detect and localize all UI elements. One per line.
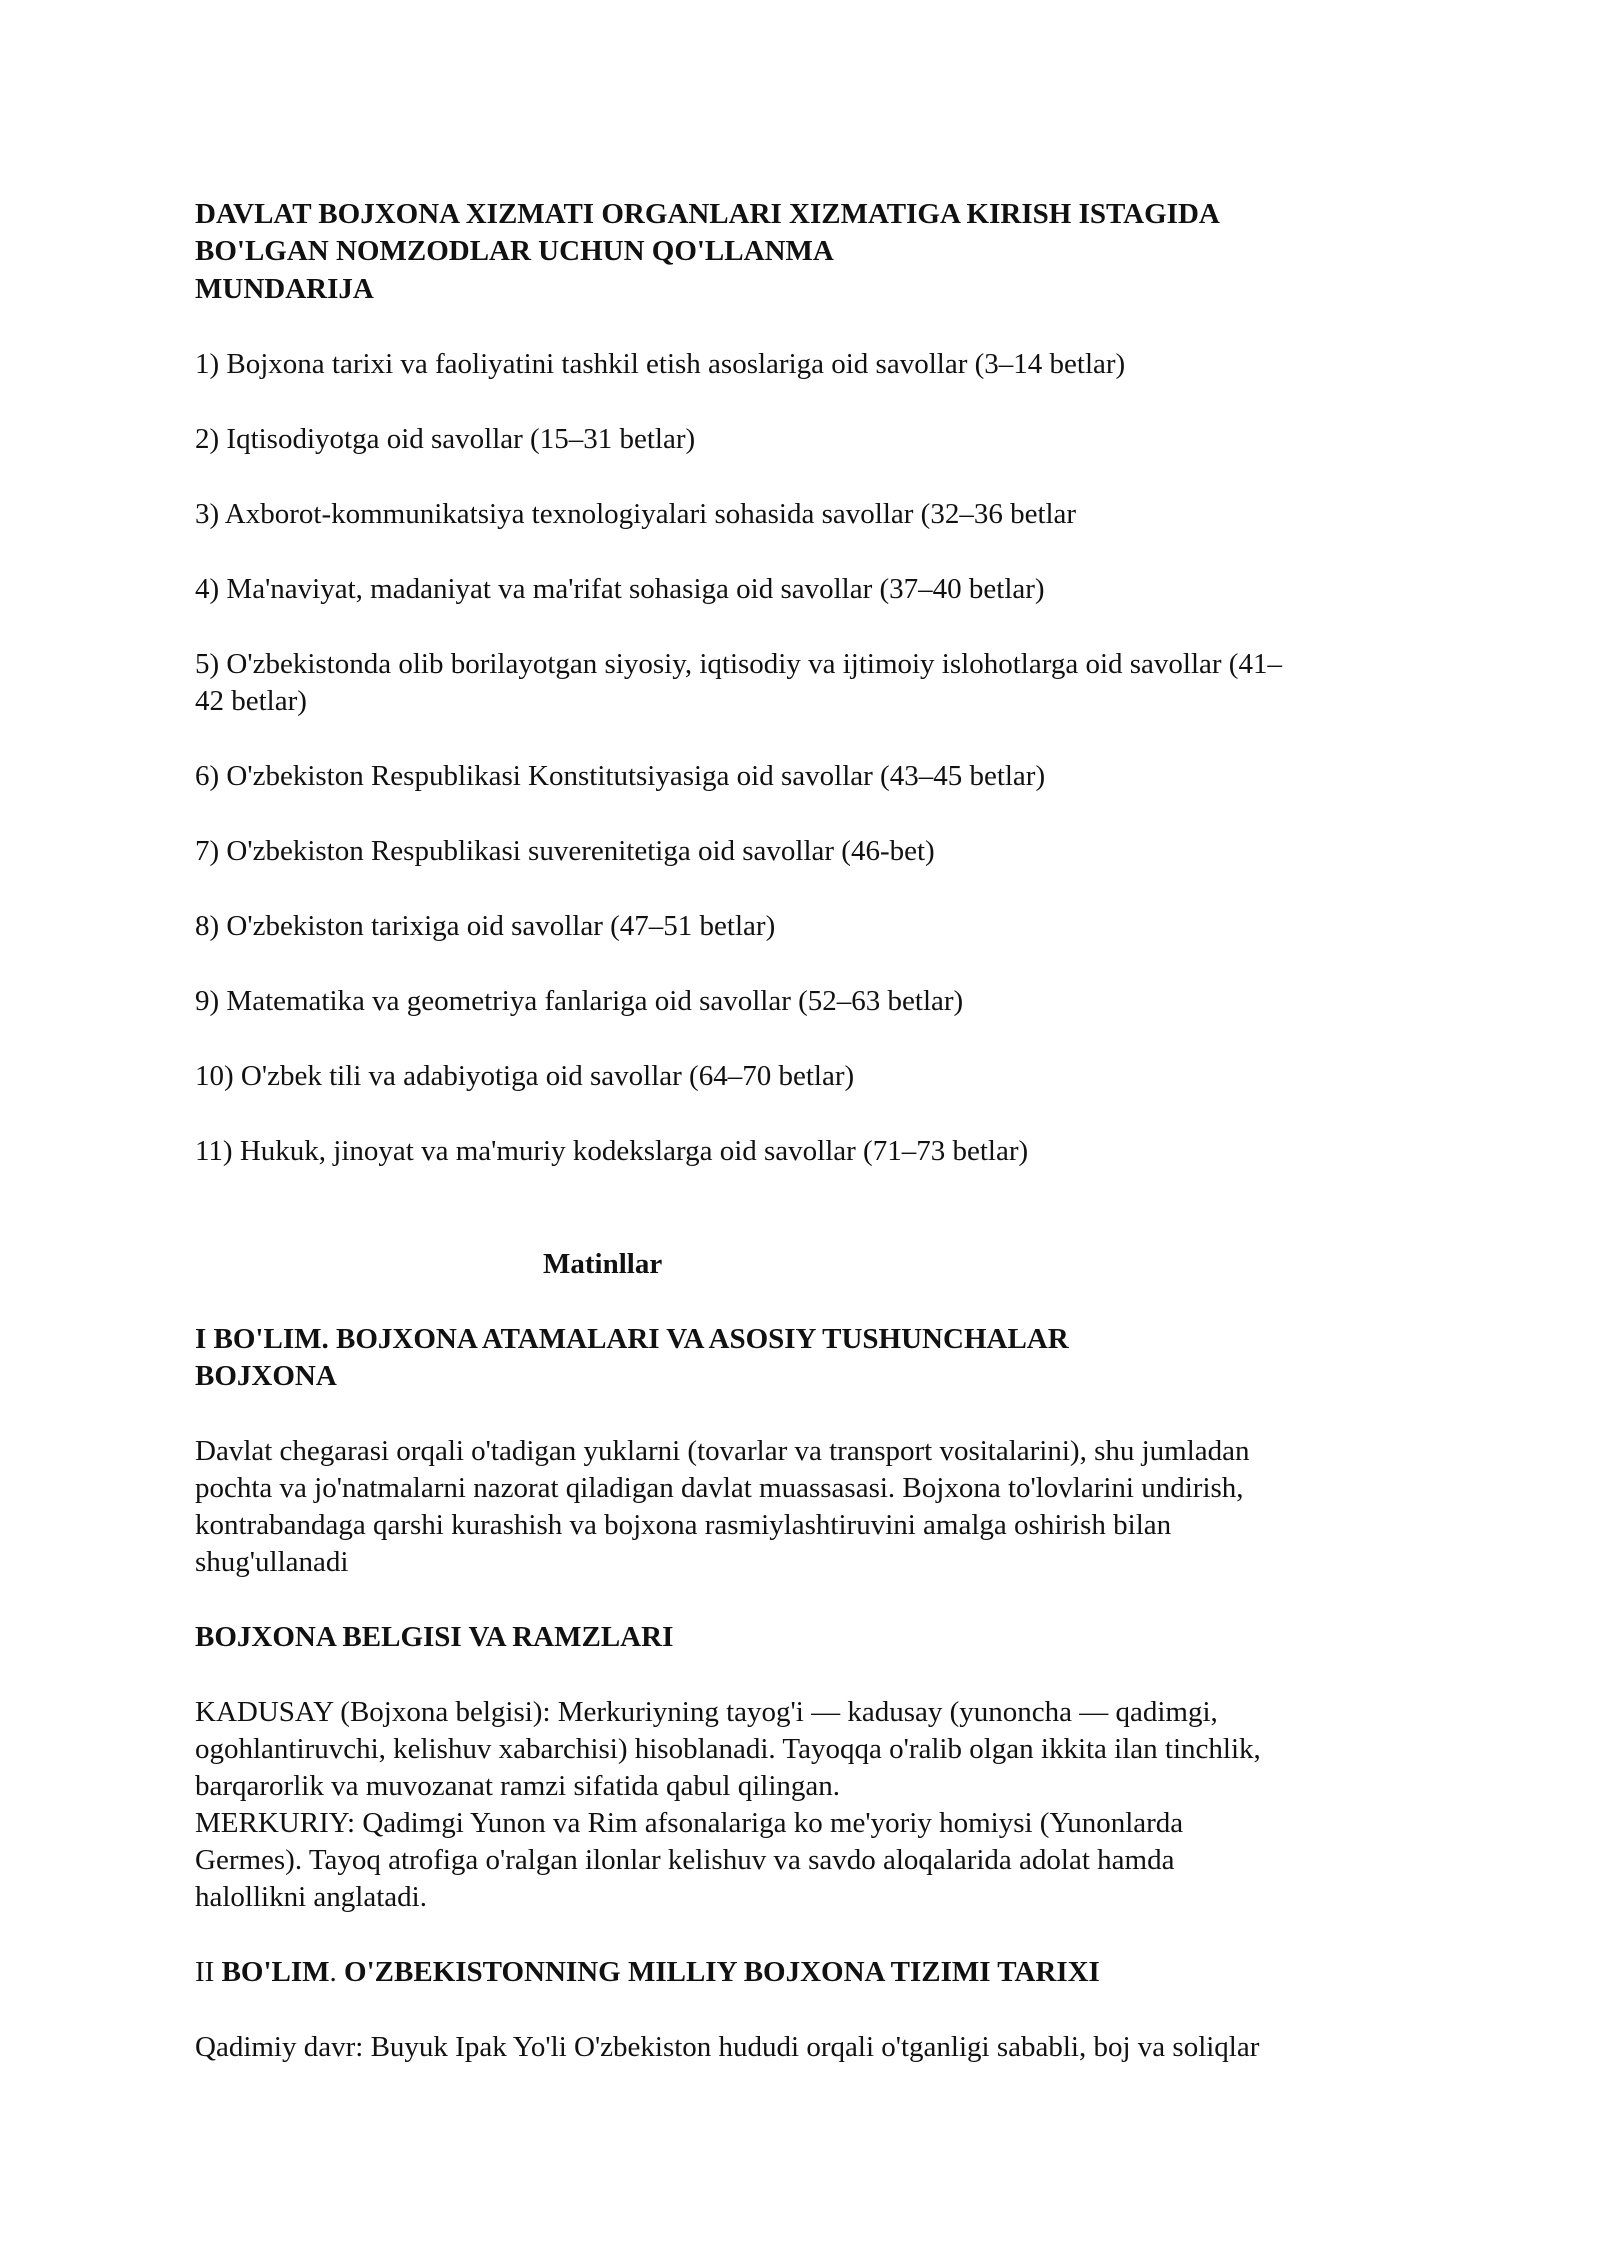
document-title-line1: DAVLAT BOJXONA XIZMATI ORGANLARI XIZMATIGA KIRISH ISTAGIDA xyxy=(195,198,1220,230)
toc-item: 11) Hukuk, jinoyat va ma'muriy kodekslarga oid savollar (71–73 betlar) xyxy=(195,1135,1029,1167)
toc-item: 7) O'zbekiston Respublikasi suverenitetiga oid savollar (46-bet) xyxy=(195,835,935,867)
toc-item: 10) O'zbek tili va adabiyotiga oid savollar (64–70 betlar) xyxy=(195,1060,855,1092)
toc-item: 3) Axborot-kommunikatsiya texnologiyalari sohasida savollar (32–36 betlar xyxy=(195,498,1077,530)
section2-heading-prefix: II xyxy=(195,1956,222,1988)
symbols-paragraph-line: ogohlantiruvchi, kelishuv xabarchisi) hisoblanadi. Tayoqqa o'ralib olgan ikkita ilan tinchlik, xyxy=(195,1733,1261,1765)
contents-heading: MUNDARIJA xyxy=(195,273,374,305)
toc-item-continuation: 42 betlar) xyxy=(195,685,307,717)
toc-item: 1) Bojxona tarixi va faoliyatini tashkil etish asoslariga oid savollar (3–14 betlar) xyxy=(195,348,1126,380)
document-title-line2: BO'LGAN NOMZODLAR UCHUN QO'LLANMA xyxy=(195,235,834,267)
section1-paragraph-line: shug'ullanadi xyxy=(195,1546,349,1578)
texts-heading: Matinllar xyxy=(543,1248,663,1280)
toc-item: 9) Matematika va geometriya fanlariga oid savollar (52–63 betlar) xyxy=(195,985,964,1017)
toc-item: 6) O'zbekiston Respublikasi Konstitutsiyasiga oid savollar (43–45 betlar) xyxy=(195,760,1046,792)
symbols-paragraph-line: KADUSAY (Bojxona belgisi): Merkuriyning tayog'i — kadusay (yunoncha — qadimgi, xyxy=(195,1696,1218,1728)
section2-heading-separator: . xyxy=(329,1956,345,1988)
section1-paragraph-line: Davlat chegarasi orqali o'tadigan yuklarni (tovarlar va transport vositalarini), shu jumladan xyxy=(195,1435,1250,1467)
section2-heading xyxy=(195,1954,1100,1991)
symbols-paragraph-line: Germes). Tayoq atrofiga o'ralgan ilonlar kelishuv va savdo aloqalarida adolat hamda xyxy=(195,1844,1175,1876)
section1-paragraph-line: pochta va jo'natmalarni nazorat qiladigan davlat muassasasi. Bojxona to'lovlarini undirish, xyxy=(195,1472,1244,1504)
symbols-heading: BOJXONA BELGISI VA RAMZLARI xyxy=(195,1621,674,1653)
section1-paragraph-line: kontrabandaga qarshi kurashish va bojxona rasmiylashtiruvini amalga oshirish bilan xyxy=(195,1509,1172,1541)
symbols-paragraph-line: MERKURIY: Qadimgi Yunon va Rim afsonalariga ko me'yoriy homiysi (Yunonlarda xyxy=(195,1807,1184,1839)
symbols-paragraph-line: barqarorlik va muvozanat ramzi sifatida qabul qilingan. xyxy=(195,1770,841,1802)
section2-heading-bold-part: BO'LIM xyxy=(221,1956,330,1988)
section2-paragraph-line: Qadimiy davr: Buyuk Ipak Yo'li O'zbekiston hududi orqali o'tganligi sababli, boj va soliqlar xyxy=(195,2031,1260,2063)
symbols-paragraph-line: halollikni anglatadi. xyxy=(195,1881,427,1913)
toc-item: 5) O'zbekistonda olib borilayotgan siyosiy, iqtisodiy va ijtimoiy islohotlarga oid savollar (41– xyxy=(195,648,1282,680)
section1-subheading: BOJXONA xyxy=(195,1360,337,1392)
section1-heading: I BO'LIM. BOJXONA ATAMALARI VA ASOSIY TUSHUNCHALAR xyxy=(195,1323,1069,1355)
toc-item: 8) O'zbekiston tarixiga oid savollar (47–51 betlar) xyxy=(195,910,776,942)
section2-heading-title: O'ZBEKISTONNING MILLIY BOJXONA TIZIMI TARIXI xyxy=(344,1956,1100,1988)
toc-item: 4) Ma'naviyat, madaniyat va ma'rifat sohasiga oid savollar (37–40 betlar) xyxy=(195,573,1045,605)
toc-item: 2) Iqtisodiyotga oid savollar (15–31 betlar) xyxy=(195,423,696,455)
